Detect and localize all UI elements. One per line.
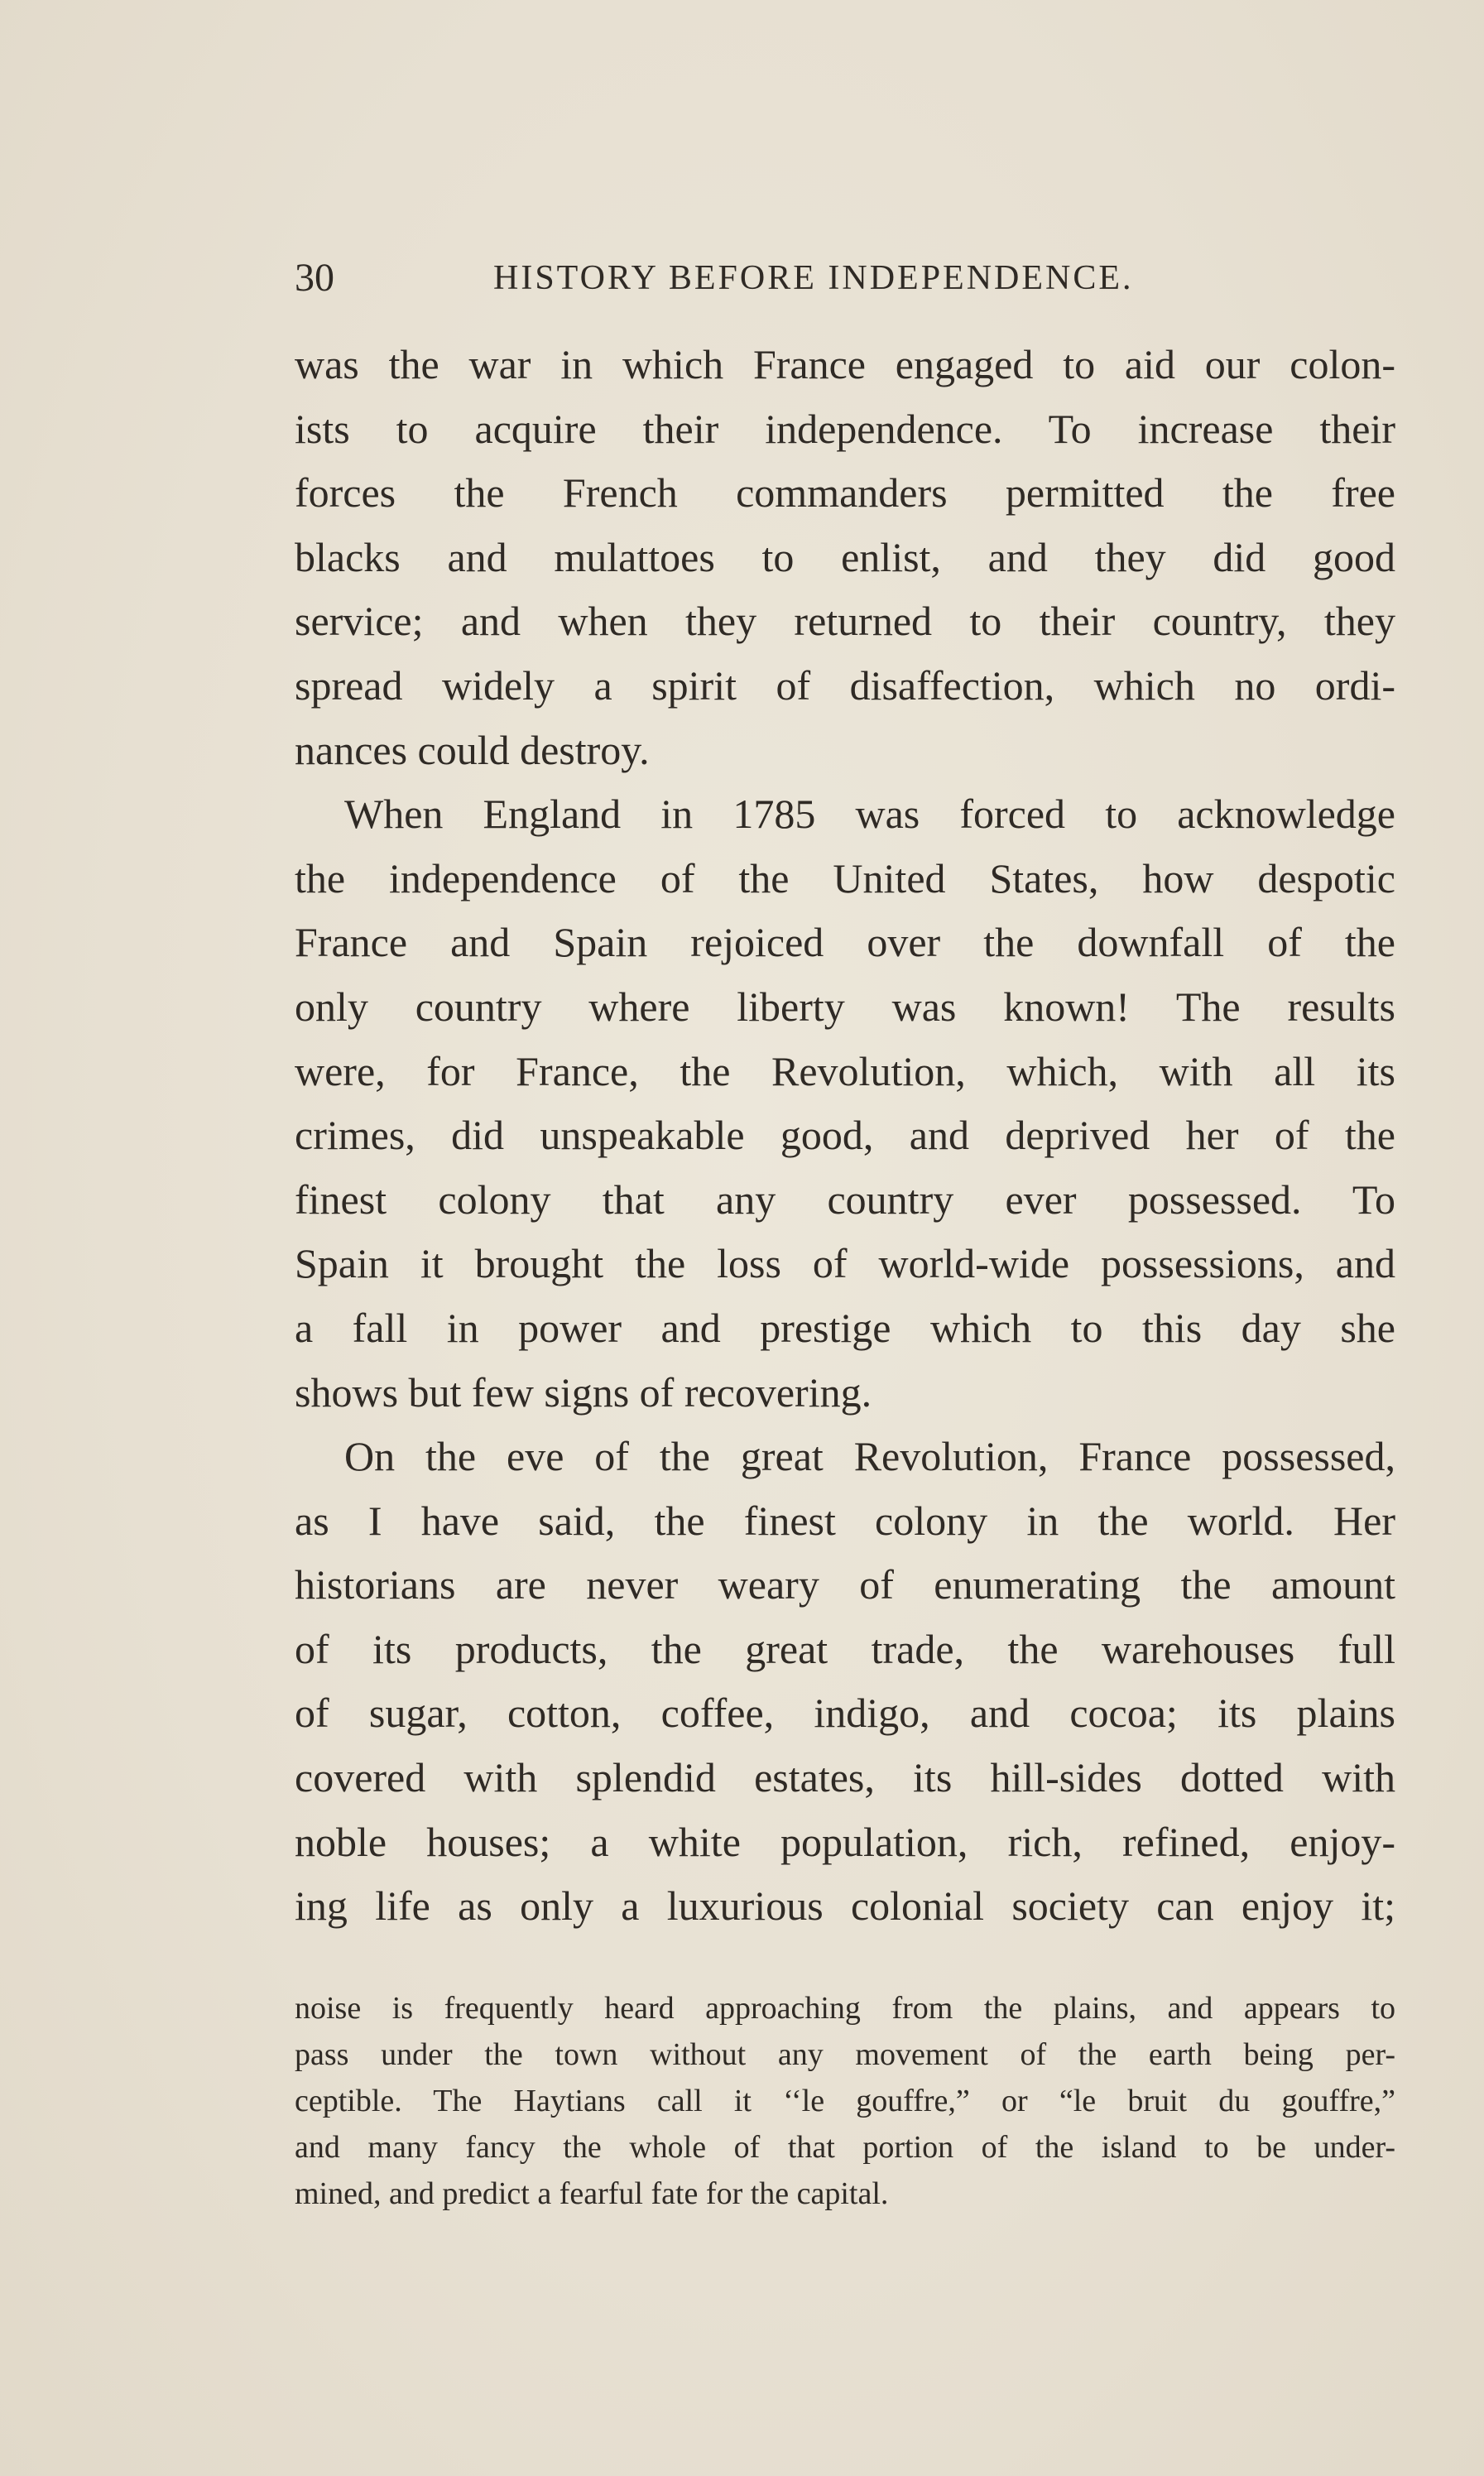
paragraph-start-line: When England in 1785 was forced to acknowledge — [344, 791, 1395, 838]
text-line: only country where liberty was known! The results — [295, 983, 1395, 1030]
page-number: 30 — [295, 256, 334, 300]
text-line: spread widely a spirit of disaffection, which no ordi- — [295, 661, 1395, 709]
text-line: historians are never weary of enumerating the amount — [295, 1561, 1395, 1608]
text-line: of sugar, cotton, coffee, indigo, and cocoa; its plains — [295, 1690, 1395, 1737]
footnote-line: mined, and predict a fearful fate for the capital. — [295, 2176, 889, 2211]
text-line: covered with splendid estates, its hill-sides dotted with — [295, 1754, 1395, 1801]
text-line: of its products, the great trade, the warehouses full — [295, 1625, 1395, 1672]
body-text — [295, 333, 1395, 1939]
footnote-line: and many fancy the whole of that portion of the island to be under- — [295, 2130, 1395, 2165]
text-line: nances could destroy. — [295, 726, 650, 773]
text-line: a fall in power and prestige which to this day she — [295, 1304, 1395, 1351]
text-line: shows but few signs of recovering. — [295, 1368, 872, 1416]
text-line: ing life as only a luxurious colonial society can enjoy it; — [295, 1882, 1395, 1930]
text-line: as I have said, the finest colony in the world. Her — [295, 1497, 1395, 1544]
text-line: crimes, did unspeakable good, and deprived her of the — [295, 1112, 1395, 1159]
footnote-line: noise is frequently heard approaching from the plains, and appears to — [295, 1991, 1395, 2026]
footnote-line: pass under the town without any movement of the earth being per- — [295, 2037, 1395, 2072]
footnote — [295, 1985, 1395, 2217]
text-line: service; and when they returned to their country, they — [295, 598, 1395, 645]
text-line: France and Spain rejoiced over the downfall of the — [295, 919, 1395, 966]
paragraph-start-line: On the eve of the great Revolution, France possessed, — [344, 1433, 1395, 1480]
text-line: ists to acquire their independence. To increase their — [295, 405, 1395, 452]
text-line: Spain it brought the loss of world-wide possessions, and — [295, 1240, 1395, 1287]
text-line: was the war in which France engaged to aid our colon- — [295, 341, 1395, 387]
text-line: finest colony that any country ever possessed. To — [295, 1175, 1395, 1223]
footnote-line: ceptible. The Haytians call it ‘‘le gouffre,” or “le bruit du gouffre,” — [295, 2084, 1395, 2118]
text-line: forces the French commanders permitted the free — [295, 469, 1395, 517]
text-line: the independence of the United States, how despotic — [295, 854, 1395, 901]
page-header — [295, 253, 1395, 303]
text-line: noble houses; a white population, rich, refined, enjoy- — [295, 1818, 1395, 1865]
running-head: HISTORY BEFORE INDEPENDENCE. — [493, 259, 1134, 297]
text-line: blacks and mulattoes to enlist, and they did good — [295, 533, 1395, 580]
text-line: were, for France, the Revolution, which, with all its — [295, 1047, 1395, 1094]
